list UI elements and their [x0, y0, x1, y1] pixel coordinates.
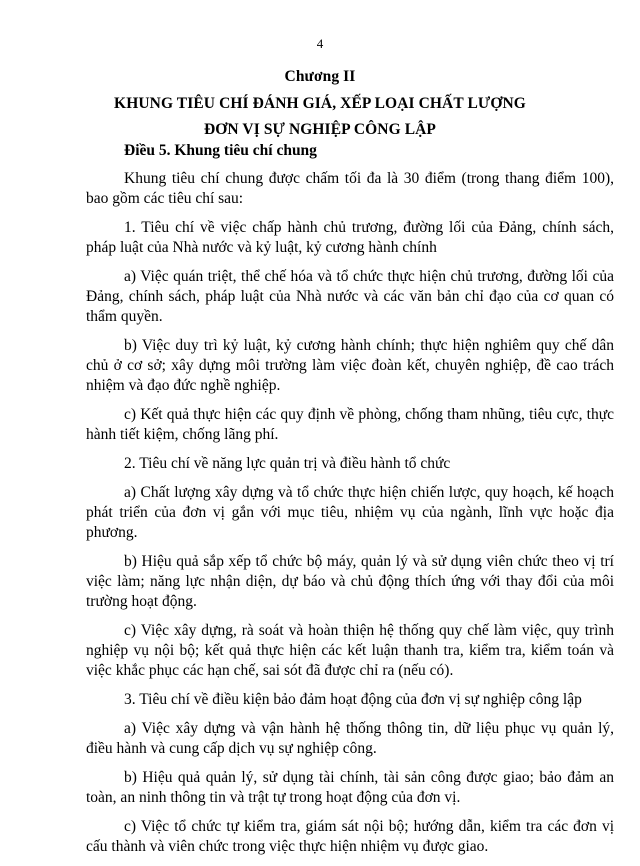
paragraph-criterion-3b: b) Hiệu quả quản lý, sử dụng tài chính, tài sản công được giao; bảo đảm an toàn, an ninh thông tin và trật tự trong hoạt động của đơn vị.: [86, 769, 614, 806]
document-body: [86, 141, 614, 866]
chapter-heading: Chương II: [284, 68, 356, 85]
article-heading: Điều 5. Khung tiêu chí chung: [124, 142, 317, 159]
paragraph-criterion-1b: b) Việc duy trì kỷ luật, kỷ cương hành chính; thực hiện nghiêm quy chế dân chủ ở cơ sở; xây dựng môi trường làm việc đoàn kết, chuyên nghiệp, đề cao trách nhiệm và đạo đức nghề nghiệp.: [86, 337, 614, 394]
paragraph-criterion-2c: c) Việc xây dựng, rà soát và hoàn thiện hệ thống quy chế làm việc, quy trình nghiệp vụ nội bộ; kết quả thực hiện các kết luận thanh tra, kiểm tra, kiểm toán và việc khắc phục các hạn chế, sai sót đã được chỉ ra (nếu có).: [86, 622, 614, 679]
paragraph-criterion-1a: a) Việc quán triệt, thể chế hóa và tổ chức thực hiện chủ trương, đường lối của Đảng, chính sách, pháp luật của Nhà nước và các văn bản chỉ đạo của cơ quan có thẩm quyền.: [86, 268, 614, 325]
paragraph-criterion-1c: c) Kết quả thực hiện các quy định về phòng, chống tham nhũng, tiêu cực, thực hành tiết kiệm, chống lãng phí.: [86, 406, 614, 443]
paragraph-criterion-2a: a) Chất lượng xây dựng và tổ chức thực hiện chiến lược, quy hoạch, kế hoạch phát triển của đơn vị gắn với mục tiêu, nhiệm vụ của ngành, lĩnh vực hoặc địa phương.: [86, 484, 614, 541]
chapter-title-line-2: ĐƠN VỊ SỰ NGHIỆP CÔNG LẬP: [203, 121, 436, 138]
paragraph-criterion-2b: b) Hiệu quả sắp xếp tổ chức bộ máy, quản lý và sử dụng viên chức theo vị trí việc làm; năng lực nhận diện, dự báo và chủ động thích ứng với thay đổi của môi trường hoạt động.: [86, 553, 614, 610]
page-number: 4: [316, 36, 324, 51]
paragraph-criterion-2: 2. Tiêu chí về năng lực quản trị và điều hành tổ chức: [124, 455, 451, 472]
paragraph-criterion-1: 1. Tiêu chí về việc chấp hành chủ trương, đường lối của Đảng, chính sách, pháp luật của Nhà nước và kỷ luật, kỷ cương hành chính: [86, 219, 614, 256]
chapter-title-line-1: KHUNG TIÊU CHÍ ĐÁNH GIÁ, XẾP LOẠI CHẤT LƯỢNG: [114, 95, 526, 112]
paragraph-criterion-3a: a) Việc xây dựng và vận hành hệ thống thông tin, dữ liệu phục vụ quản lý, điều hành và cung cấp dịch vụ sự nghiệp công.: [86, 720, 614, 757]
paragraph-intro: Khung tiêu chí chung được chấm tối đa là 30 điểm (trong thang điểm 100), bao gồm các tiêu chí sau:: [86, 170, 614, 207]
paragraph-criterion-3: 3. Tiêu chí về điều kiện bảo đảm hoạt động của đơn vị sự nghiệp công lập: [124, 691, 582, 708]
paragraph-criterion-3c: c) Việc tổ chức tự kiểm tra, giám sát nội bộ; hướng dẫn, kiểm tra các đơn vị cấu thành và viên chức trong việc thực hiện nhiệm vụ được giao.: [86, 818, 614, 855]
